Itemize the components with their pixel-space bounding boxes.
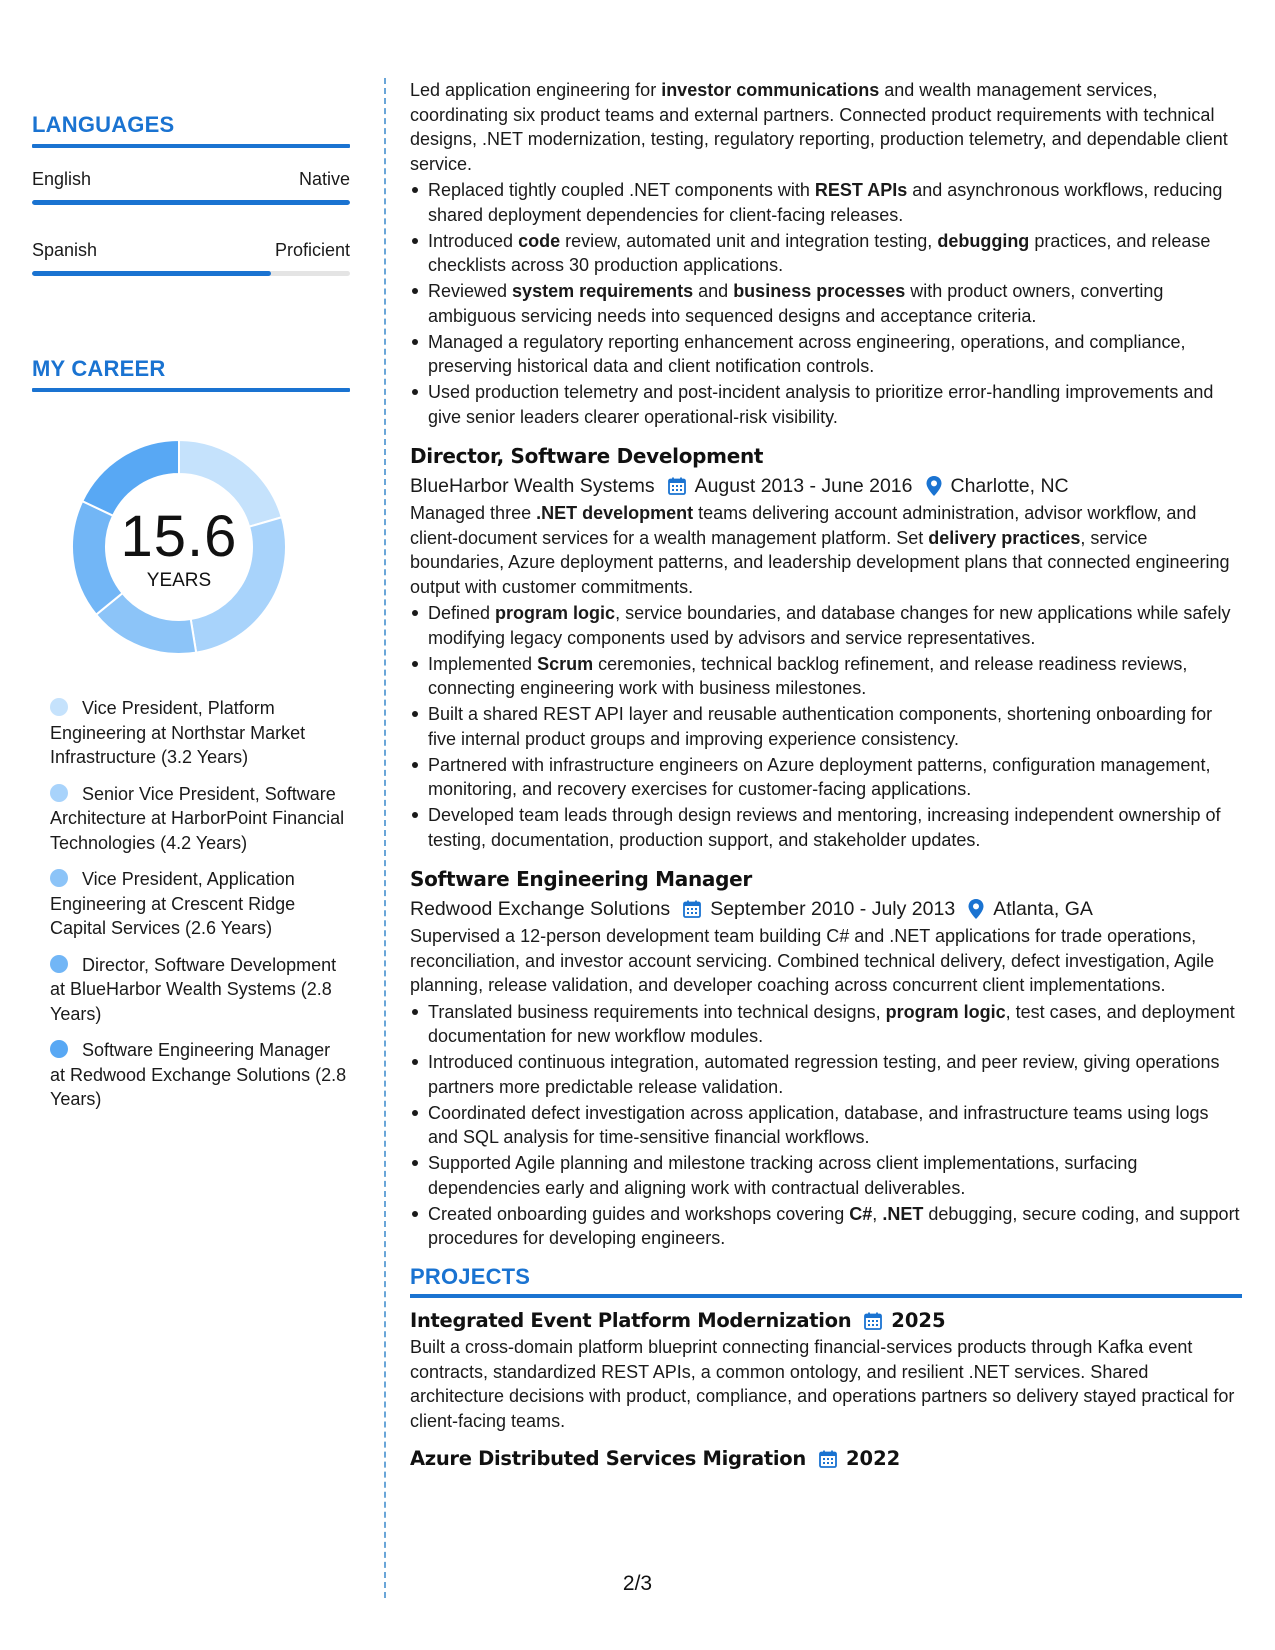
languages-heading: LANGUAGES <box>32 112 175 137</box>
language-level: Native <box>298 169 350 189</box>
projects-heading: PROJECTS <box>410 1263 531 1289</box>
bullet-item: Introduced continuous integration, automated regression testing, and peer review, giving operations partners more predictable release validation. <box>410 1050 1242 1099</box>
job-location: Atlanta, GA <box>993 898 1093 920</box>
bullet-item: Defined program logic, service boundaries, and database changes for new applications while safely modifying legacy components used by advisors and service representatives. <box>410 601 1242 650</box>
language-proficiency-fill <box>32 271 271 276</box>
project-title: Azure Distributed Services Migration <box>410 1447 806 1470</box>
job-entry <box>410 865 1242 1251</box>
right-column <box>410 78 1242 1473</box>
intro-bullets <box>410 178 1242 429</box>
career-legend <box>32 696 350 1112</box>
language-level: Proficient <box>274 240 350 260</box>
legend-color-dot <box>50 784 68 802</box>
column-divider <box>384 78 386 1598</box>
career-heading-rule <box>32 388 350 392</box>
career-legend-item <box>50 867 350 941</box>
languages-heading-rule <box>32 144 350 148</box>
project-title: Integrated Event Platform Modernization <box>410 1309 852 1332</box>
bullet-item: Coordinated defect investigation across application, database, and infrastructure teams using logs and SQL analysis for time-sensitive financial workflows. <box>410 1101 1242 1150</box>
bullet-item: Replaced tightly coupled .NET components with REST APIs and asynchronous workflows, reducing shared deployment dependencies for client-facing releases. <box>410 178 1242 227</box>
calendar-icon <box>818 1449 838 1469</box>
career-legend-item <box>50 1038 350 1112</box>
calendar-icon <box>682 899 702 919</box>
project-description: Built a cross-domain platform blueprint connecting financial-services products through Kafka event contracts, standardized REST APIs, a common ontology, and resilient .NET services. Shared architecture decisions with product, compliance, and operations partners so delivery stayed practical for client-facing teams. <box>410 1337 1235 1431</box>
legend-color-dot <box>50 955 68 973</box>
bullet-item: Created onboarding guides and workshops covering C#, .NET debugging, secure coding, and support procedures for developing engineers. <box>410 1202 1242 1251</box>
job-title: Software Engineering Manager <box>410 867 752 891</box>
language-item <box>32 239 350 276</box>
total-years-unit: YEARS <box>146 570 212 591</box>
projects-heading-rule <box>410 1294 1242 1298</box>
intro-description: Led application engineering for investor communications and wealth management services, coordinating six product teams and external partners. Connected product requirements with technical designs, .NET modernization, testing, regulatory reporting, production telemetry, and dependable client service. <box>410 80 1228 174</box>
career-role-text: Vice President, Application Engineering at Crescent Ridge Capital Services (2.6 Years) <box>50 869 296 938</box>
project-entry <box>410 1445 1242 1473</box>
calendar-icon <box>863 1311 883 1331</box>
jobs-list <box>410 442 1242 1251</box>
language-proficiency-bar <box>32 271 350 276</box>
career-legend-item <box>50 782 350 856</box>
total-years-value: 15.6 <box>120 504 238 569</box>
project-year: 2025 <box>891 1308 946 1332</box>
bullet-item: Reviewed system requirements and business processes with product owners, converting ambiguous servicing needs into sequenced designs and acceptance criteria. <box>410 279 1242 328</box>
language-name: English <box>32 169 92 189</box>
bullet-item: Implemented Scrum ceremonies, technical backlog refinement, and release readiness reviews, connecting engineering work with business milestones. <box>410 652 1242 701</box>
career-role-text: Director, Software Development at BlueHarbor Wealth Systems (2.8 Years) <box>50 954 337 1024</box>
bullet-item: Translated business requirements into technical designs, program logic, test cases, and deployment documentation for new workflow modules. <box>410 1000 1242 1049</box>
left-column <box>32 112 350 1124</box>
job-meta <box>410 894 1242 924</box>
bullet-item: Developed team leads through design reviews and mentoring, increasing independent ownership of testing, documentation, production support, and stakeholder updates. <box>410 803 1242 852</box>
career-legend-item <box>50 953 350 1027</box>
job-meta <box>410 471 1242 501</box>
bullet-item: Used production telemetry and post-incident analysis to prioritize error-handling improvements and give senior leaders clearer operational-risk visibility. <box>410 380 1242 429</box>
job-title: Director, Software Development <box>410 444 764 468</box>
job-dates: August 2013 - June 2016 <box>694 475 913 497</box>
career-role-text: Senior Vice President, Software Architecture at HarborPoint Financial Technologies (4.2 Years) <box>50 783 345 853</box>
bullet-item: Supported Agile planning and milestone tracking across client implementations, surfacing dependencies early and aligning work with contractual deliverables. <box>410 1151 1242 1200</box>
legend-color-dot <box>50 698 68 716</box>
location-pin-icon <box>967 898 985 920</box>
location-pin-icon <box>925 475 943 497</box>
projects-list <box>410 1307 1242 1473</box>
project-title-row <box>410 1445 1242 1473</box>
projects-section <box>410 1265 1242 1474</box>
languages-section <box>32 112 350 276</box>
language-item <box>32 168 350 205</box>
project-title-row <box>410 1307 1242 1335</box>
career-donut-chart <box>66 434 292 660</box>
job-entry <box>410 442 1242 852</box>
bullet-item: Introduced code review, automated unit and integration testing, debugging practices, and release checklists across 30 production applications. <box>410 229 1242 278</box>
language-proficiency-bar <box>32 200 350 205</box>
calendar-icon <box>667 476 687 496</box>
bullet-item: Managed a regulatory reporting enhancement across engineering, operations, and compliance, preserving historical data and client notification controls. <box>410 330 1242 379</box>
career-heading: MY CAREER <box>32 356 166 381</box>
career-section <box>32 356 350 1112</box>
career-role-text: Vice President, Platform Engineering at Northstar Market Infrastructure (3.2 Years) <box>50 698 306 767</box>
job-company: BlueHarbor Wealth Systems <box>410 475 655 497</box>
language-proficiency-fill <box>32 200 350 205</box>
job-company: Redwood Exchange Solutions <box>410 898 671 920</box>
bullet-item: Partnered with infrastructure engineers on Azure deployment patterns, configuration management, monitoring, and recovery exercises for customer-facing applications. <box>410 753 1242 802</box>
donut-center <box>66 504 292 592</box>
legend-color-dot <box>50 869 68 887</box>
career-legend-item <box>50 696 350 770</box>
job-location: Charlotte, NC <box>950 475 1069 497</box>
bullet-list <box>410 601 1242 852</box>
project-year: 2022 <box>845 1446 901 1470</box>
job-dates: September 2010 - July 2013 <box>710 898 956 920</box>
job-description: Supervised a 12-person development team building C# and .NET applications for trade operations, reconciliation, and investor account servicing. Combined technical delivery, defect investigation, Agile planning, release validation, and developer coaching across concurrent client implementations. <box>410 926 1215 995</box>
legend-color-dot <box>50 1040 68 1058</box>
language-name: Spanish <box>32 240 98 260</box>
bullet-item: Built a shared REST API layer and reusable authentication components, shortening onboarding for five internal product groups and improving experience consistency. <box>410 702 1242 751</box>
project-entry <box>410 1307 1242 1433</box>
job-description: Managed three .NET development teams delivering account administration, advisor workflow, and client-document services for a wealth management platform. Set delivery practices, service boundaries, Azure deployment patterns, and leadership development plans that connected engineering output with customer commitments. <box>410 503 1230 597</box>
page-number: 2/3 <box>622 1572 653 1595</box>
career-role-text: Software Engineering Manager at Redwood Exchange Solutions (2.8 Years) <box>50 1040 347 1109</box>
bullet-list <box>410 1000 1242 1251</box>
